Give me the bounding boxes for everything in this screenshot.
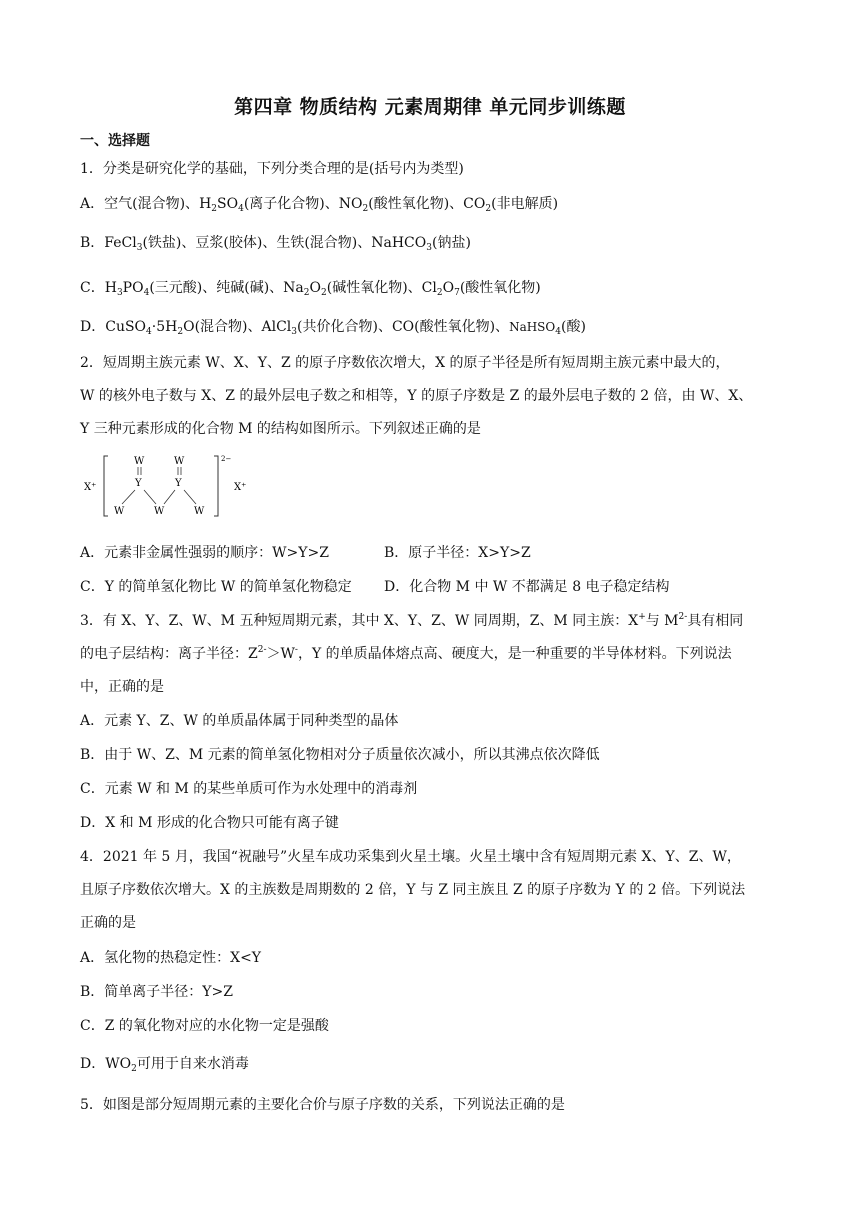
question-4-option-c: C．Z 的氧化物对应的水化物一定是强酸 [80,1018,329,1034]
bond-y1-w2 [144,490,156,504]
atom-w-top-right: W [174,456,185,467]
question-3-line-3: 中，正确的是 [80,679,164,695]
question-3-line-2: 的电子层结构：离子半径：$Z^{2-}>W^-$，Y 的单质晶体熔点高、硬度大，是一种重要的半导体材料。下列说法 [80,645,732,662]
question-5-line-1: 5．如图是部分短周期元素的主要化合价与原子序数的关系，下列说法正确的是 [80,1097,565,1113]
question-2-option-b: B．原子半径：X>Y>Z [384,545,531,561]
question-2-line-1: 2．短周期主族元素 W、X、Y、Z 的原子序数依次增大，X 的原子半径是所有短周期主族元素中最大的， [80,355,730,371]
question-1-option-d: D．$CuSO_4\cdot 5H_2O$(混合物)、AlCl$_3$(共价化合物)、CO(酸性氧化物)、NaHSO$_4$(酸) [80,319,586,337]
atom-w-bottom-2: W [154,506,165,517]
question-2-line-3: Y 三种元素形成的化合物 M 的结构如图所示。下列叙述正确的是 [80,421,481,437]
bond-y2-w3 [184,490,196,504]
question-1-option-b: B．FeCl$_3$(铁盐)、豆浆(胶体)、生铁(混合物)、NaHCO$_3$(钠盐) [80,235,471,253]
question-2-option-d: D．化合物 M 中 W 不都满足 8 电子稳定结构 [384,579,670,595]
question-3-option-b: B．由于 W、Z、M 元素的简单氢化物相对分子质量依次减小，所以其沸点依次降低 [80,747,600,763]
question-2-option-a: A．元素非金属性强弱的顺序：W>Y>Z [80,545,329,561]
page-title: 第四章 物质结构 元素周期律 单元同步训练题 [234,96,626,118]
question-3-option-d: D．X 和 M 形成的化合物只可能有离子键 [80,815,339,831]
question-1-stem: 1．分类是研究化学的基础，下列分类合理的是(括号内为类型) [80,161,464,177]
question-3-option-c: C．元素 W 和 M 的某些单质可作为水处理中的消毒剂 [80,781,418,797]
question-4-option-b: B．简单离子半径：Y>Z [80,984,233,1000]
question-2-option-c: C．Y 的简单氢化物比 W 的简单氢化物稳定 [80,579,352,595]
section-heading: 一、选择题 [80,133,150,149]
question-1-option-a: A．空气(混合物)、$H_2SO_4$(离子化合物)、$NO_2$(酸性氧化物)、$CO_2$(非电解质) [80,196,559,214]
atom-w-bottom-3: W [194,506,205,517]
question-2-line-2: W 的核外电子数与 X、Z 的最外层电子数之和相等，Y 的原子序数是 Z 的最外层电子数的 2 倍，由 W、X、 [80,388,753,404]
question-3-option-a: A．元素 Y、Z、W 的单质晶体属于同种类型的晶体 [80,713,399,729]
question-3-line-1: 3．有 X、Y、Z、W、M 五种短周期元素，其中 X、Y、Z、W 同周期，Z、M 同主族：X+与 $M^{2-}$具有相同 [80,612,744,629]
bond-y2-w2 [164,490,175,504]
atom-w-top-left: W [134,456,145,467]
right-bracket [214,456,218,516]
atom-w-bottom-1: W [114,506,125,517]
question-1-option-c: C．$H_3PO_4$(三元酸)、纯碱(碱)、$Na_2O_2$(碱性氧化物)、$Cl_2O_7$(酸性氧化物) [80,280,541,298]
question-4-line-3: 正确的是 [80,915,136,931]
structure-diagram [80,450,280,522]
atom-y-right: Y [175,478,182,489]
bond-y1-w1 [122,490,135,504]
cation-left-label: X⁺ [84,482,97,493]
atom-y-left: Y [135,478,142,489]
question-4-option-d: D．$WO_2$可用于自来水消毒 [80,1056,249,1074]
question-4-line-1: 4．2021 年 5 月，我国“祝融号”火星车成功采集到火星土壤。火星土壤中含有短周期元素 X、Y、Z、W， [80,849,741,865]
question-4-option-a: A．氢化物的热稳定性：X<Y [80,950,262,966]
charge-label: 2− [221,455,232,463]
structure-diagram-svg [80,450,280,522]
left-bracket [104,456,108,516]
cation-right-label: X⁺ [234,482,247,493]
question-4-line-2: 且原子序数依次增大。X 的主族数是周期数的 2 倍，Y 与 Z 同主族且 Z 的原子序数为 Y 的 2 倍。下列说法 [80,882,746,898]
